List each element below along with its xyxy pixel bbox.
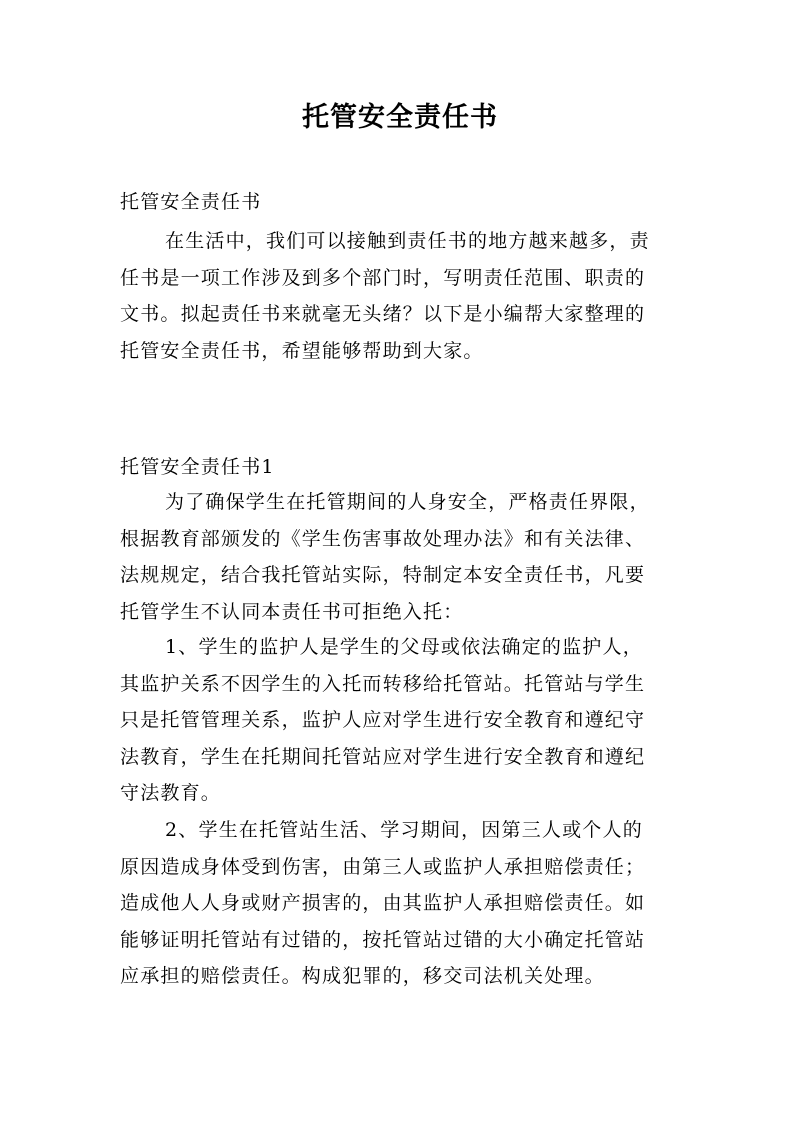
- section1-item1-line-3: 只是托管管理关系，监护人应对学生进行安全教育和遵纪守: [120, 709, 646, 731]
- section1-p1-line-1: 为了确保学生在托管期间的人身安全，严格责任界限，: [165, 491, 650, 513]
- section1-item2-line-4: 能够证明托管站有过错的，按托管站过错的大小确定托管站: [120, 928, 646, 951]
- intro-line-3: 文书。拟起责任书来就毫无头绪？以下是小编帮大家整理的: [120, 303, 646, 325]
- section1-item2-line-1: 2、学生在托管站生活、学习期间，因第三人或个人的: [165, 819, 643, 841]
- section1-p1-line-4: 托管学生不认同本责任书可拒绝入托：: [120, 600, 464, 623]
- section1-item1-line-4: 法教育，学生在托期间托管站应对学生进行安全教育和遵纪: [120, 745, 646, 768]
- section1-item2-line-5: 应承担的赔偿责任。构成犯罪的，移交司法机关处理。: [120, 965, 605, 987]
- section1-item1-line-2: 其监护关系不因学生的入托而转移给托管站。托管站与学生: [120, 672, 646, 695]
- section1-item-1: [120, 629, 690, 812]
- section1-p1-line-3: 法规规定，结合我托管站实际，特制定本安全责任书，凡要: [120, 564, 646, 586]
- section1-p1-line-2: 根据教育部颁发的《学生伤害事故处理办法》和有关法律、: [120, 527, 646, 550]
- section1-item2-line-2: 原因造成身体受到伤害，由第三人或监护人承担赔偿责任；: [120, 855, 646, 878]
- document-title: 托管安全责任书: [302, 102, 498, 133]
- intro-heading: 托管安全责任书: [120, 191, 262, 213]
- intro-line-1: 在生活中，我们可以接触到责任书的地方越来越多，责: [165, 230, 650, 252]
- section1-item-2: [120, 812, 690, 995]
- intro-line-2: 任书是一项工作涉及到多个部门时，写明责任范围、职责的: [120, 266, 646, 289]
- intro-line-4: 托管安全责任书，希望能够帮助到大家。: [120, 339, 484, 362]
- section1-item2-line-3: 造成他人人身或财产损害的，由其监护人承担赔偿责任。如: [120, 892, 646, 914]
- section1-item1-line-1: 1、学生的监护人是学生的父母或依法确定的监护人，: [165, 636, 643, 658]
- intro-paragraph: [120, 223, 690, 369]
- section1-item1-line-5: 守法教育。: [120, 782, 222, 804]
- section1-paragraph-1: [120, 484, 690, 630]
- section1-heading: 托管安全责任书1: [120, 456, 275, 478]
